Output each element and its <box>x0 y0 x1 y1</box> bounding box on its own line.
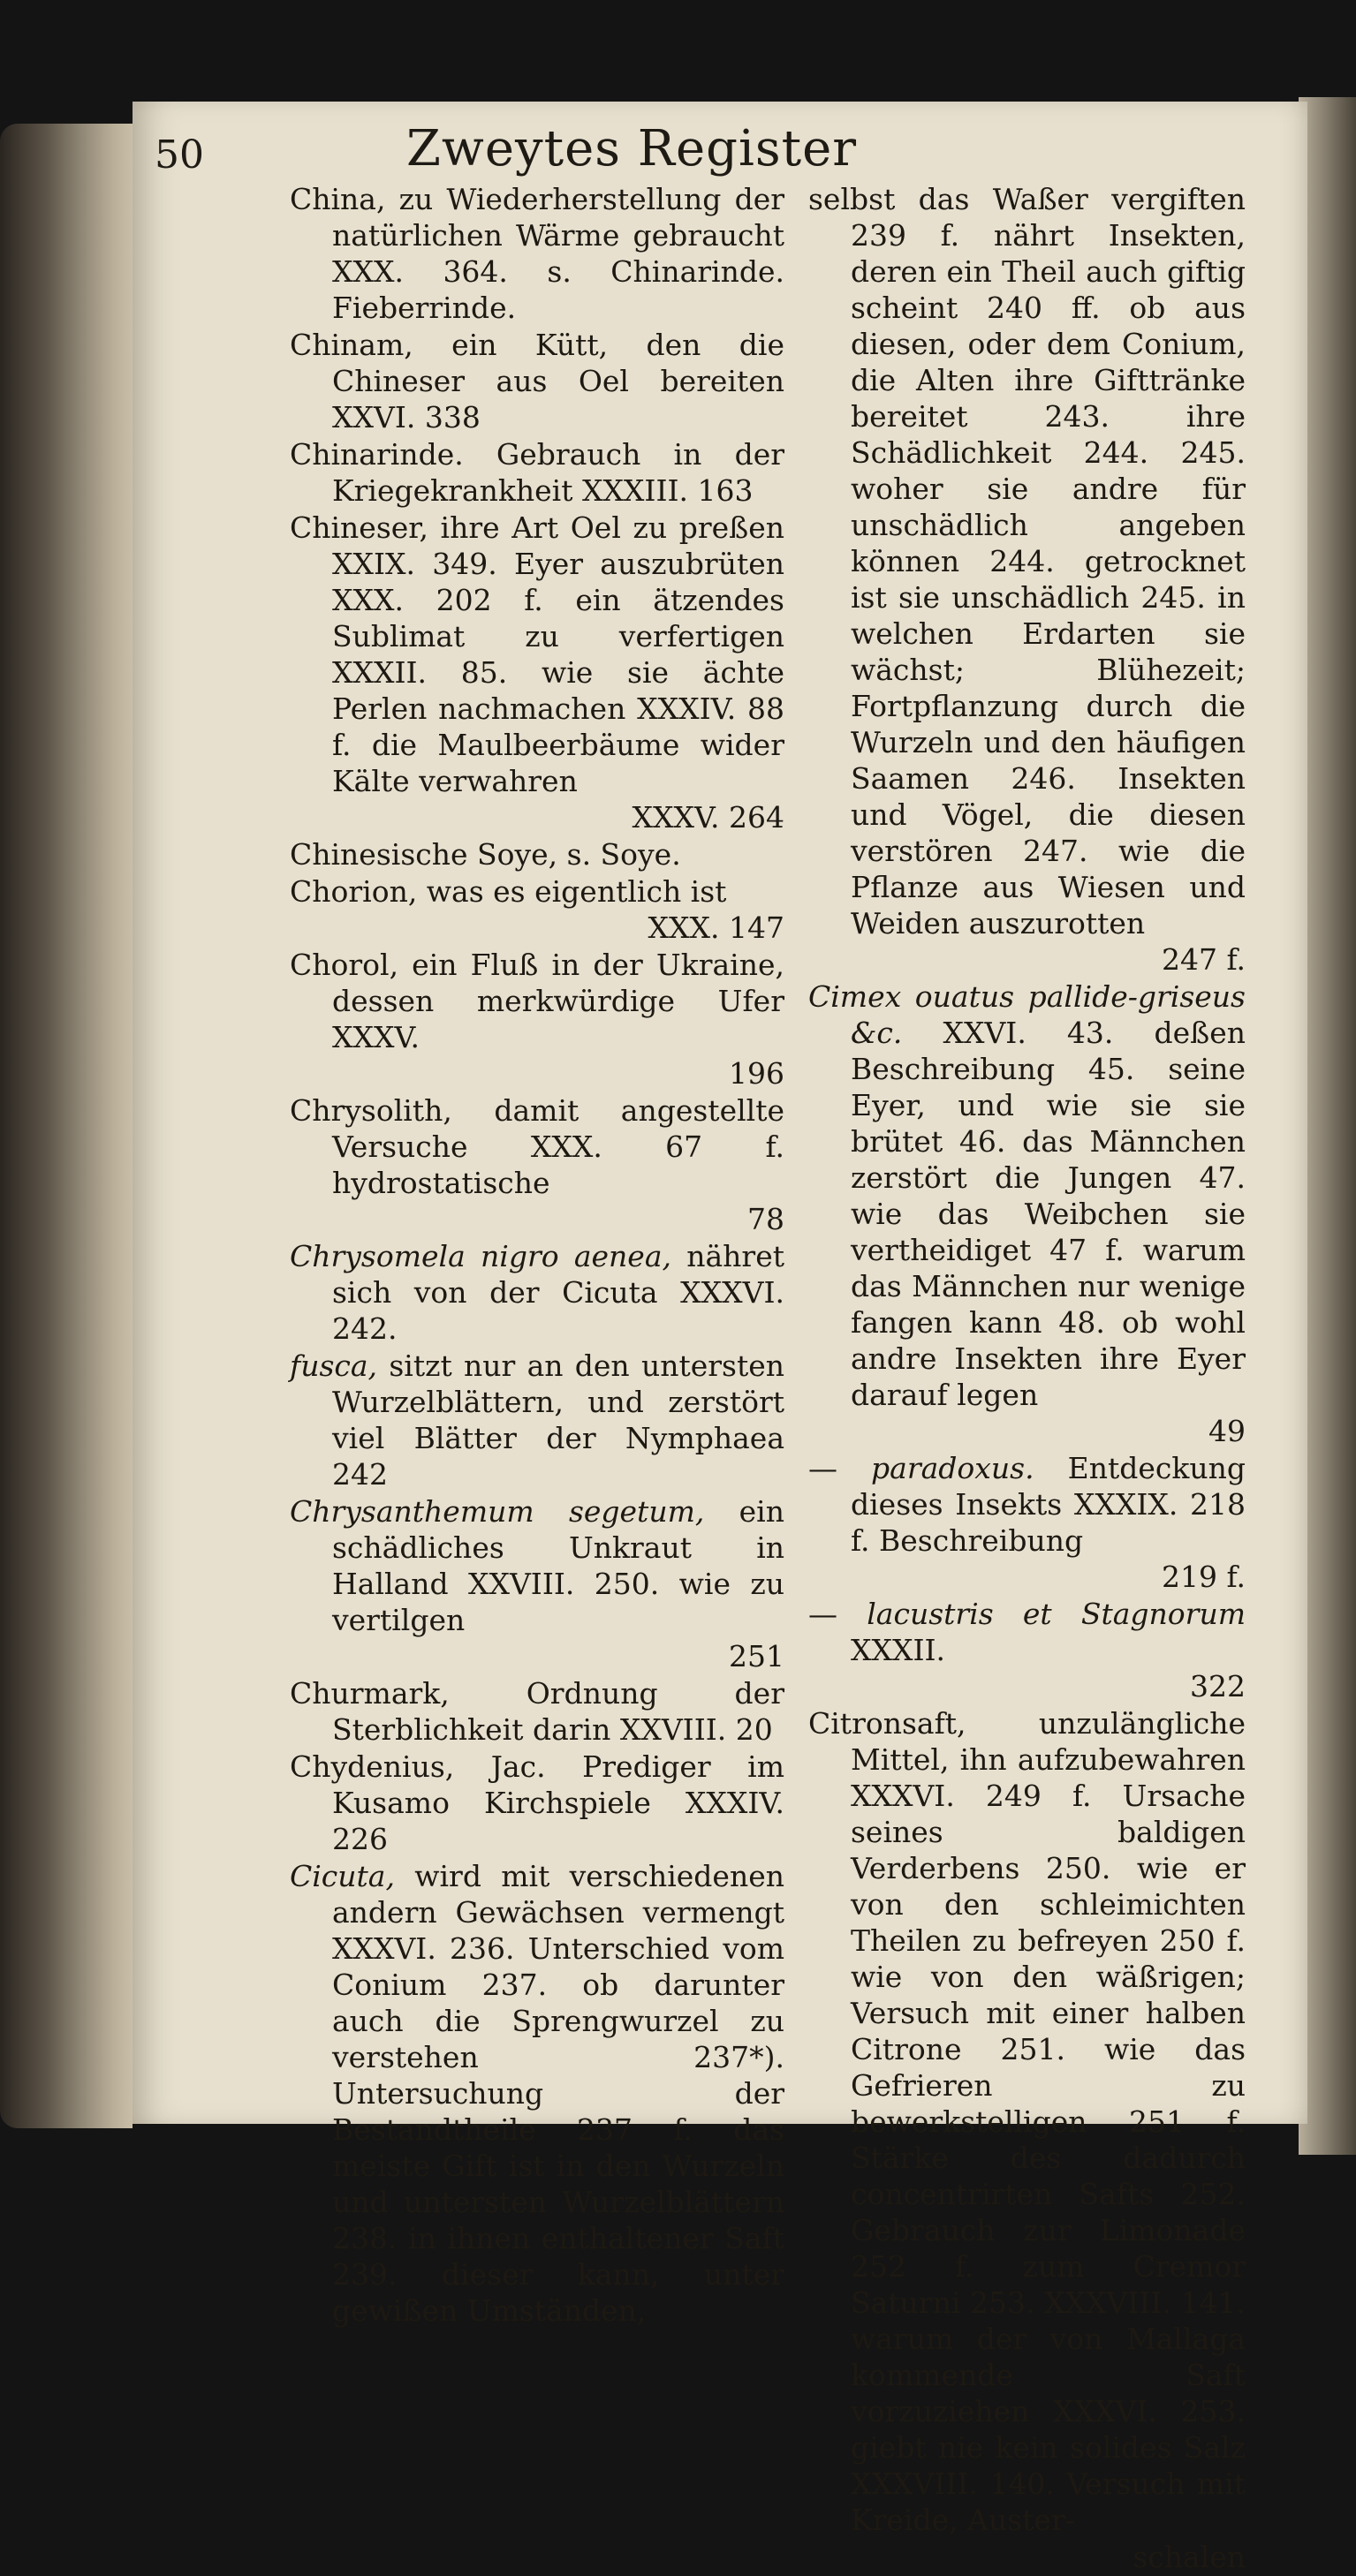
index-entry <box>290 1858 784 2329</box>
entry-text: Chorion, was es eigentlich ist <box>290 874 727 909</box>
entry-text: XXXII. <box>851 1633 946 1667</box>
entry-text: Churmark, Ordnung der Sterblichkeit darin XXVIII. 20 <box>290 1676 784 1747</box>
entry-latin-term: lacustris et Stagnorum <box>867 1597 1246 1631</box>
index-entry <box>290 1092 784 1237</box>
entry-reference: 322 <box>1190 1669 1246 1703</box>
entry-text: selbst das Waßer vergiften 239 f. nährt Insekten, deren ein Theil auch giftig scheint 240 ff. ob aus diesen, oder dem Conium, die Alten ihre Gifttränke bereitet 243. ihre Schädlichkeit 244. 245. woher sie andre für unschädlich angeben können 244. getrocknet ist sie unschädlich 245. in welchen Erdarten sie wächst; Blühezeit; Fortpflanzung durch die Wurzeln und den häufigen Saamen 246. Insekten und Vögel, die diesen verstören 247. wie die Pflanze aus Wiesen und Weiden auszurotten <box>808 182 1246 941</box>
entry-reference: XXX. 147 <box>648 910 784 945</box>
entry-text: wird mit verschiedenen andern Gewächsen vermengt XXXVI. 236. Unterschied vom Conium 237. ob darunter auch die Sprengwurzel zu verstehen 237*). Untersuchung der Bestandtheile 237 f. das meiste Gift ist in den Wurzeln und untersten Wurzelblättern 238. in ihnen enthaltener Saft 239. dieser kann, unter gewißen Umständen, <box>332 1859 784 2328</box>
entry-reference: 247 f. <box>1161 942 1246 977</box>
entry-latin-term: Chrysomela nigro aenea, <box>290 1239 671 1273</box>
index-entry <box>808 2539 1246 2575</box>
entry-text: XXVI. 43. deßen Beschreibung 45. seine Eyer, und wie sie sie brütet 46. das Männchen zerstört die Jungen 47. wie das Weibchen sie vertheidiget 47 f. warum das Männchen nur wenige fangen kann 48. ob wohl andre Insekten ihre Eyer darauf legen <box>851 1016 1246 1412</box>
index-entry <box>290 1493 784 1674</box>
index-entry <box>808 1450 1246 1595</box>
index-entry <box>808 181 1246 978</box>
index-entry <box>290 436 784 509</box>
entry-latin-term: paradoxus. <box>871 1451 1034 1485</box>
right-column <box>808 181 1246 2576</box>
index-entry <box>290 836 784 873</box>
index-entry <box>290 947 784 1092</box>
entry-text: Chinarinde. Gebrauch in der Kriegekrankheit XXXIII. 163 <box>290 437 784 508</box>
index-entry <box>290 1749 784 1857</box>
left-column <box>290 181 784 2330</box>
entry-reference: 219 f. <box>1161 1560 1246 1594</box>
entry-text: Citronsaft, unzulängliche Mittel, ihn aufzubewahren XXXVI. 249 f. Ursache seines baldigen Verderbens 250. wie er von den schleimichten Theilen zu befreyen 250 f. wie von den wäßrigen; Versuch mit einer halben Citrone 251. wie das Gefrieren zu bewerkstelligen 251 f. Stärke des dadurch concentrirten Safts 252. Gebrauch zur Limonade 252 f. zum Cremor Saturni 253. XXXVIII. 141. warum der von Mallaga kommende Saft vorzuziehen XXXVI. 253. giebt nie kein solides Salz XXXVIII. 140. Versuch mit Kreide, Auster- <box>808 1706 1246 2537</box>
entry-text: Chydenius, Jac. Prediger im Kusamo Kirchspiele XXXIV. 226 <box>290 1749 784 1856</box>
entry-text: Chorol, ein Fluß in der Ukraine, dessen merkwürdige Ufer XXXV. <box>290 948 784 1054</box>
entry-text: sitzt nur an den untersten Wurzelblättern, und zerstört viel Blätter der Nymphaea 242 <box>332 1348 784 1492</box>
entry-dash: — <box>808 1451 872 1485</box>
entry-text: Chinam, ein Kütt, den die Chineser aus Oel bereiten XXVI. 338 <box>290 328 784 434</box>
index-entry <box>290 327 784 435</box>
entry-text: nähret sich von der Cicuta XXXVI. 242. <box>332 1239 784 1346</box>
index-entry <box>290 181 784 326</box>
entry-dash: — <box>808 1597 867 1631</box>
entry-text: Chineser, ihre Art Oel zu preßen XXIX. 349. Eyer auszubrüten XXX. 202 f. ein ätzendes Sublimat zu verfertigen XXXII. 85. wie sie ächte Perlen nachmachen XXXIV. 88 f. die Maulbeerbäume wider Kälte verwahren <box>290 510 784 798</box>
page-number: 50 <box>155 132 204 178</box>
entry-latin-term: Cimex ouatus pallide-griseus &c. <box>808 979 1246 1050</box>
entry-latin-term: fusca, <box>290 1348 378 1383</box>
index-entry <box>808 978 1246 1449</box>
book-edge-left <box>0 124 133 2128</box>
entry-reference: 78 <box>747 1202 784 1236</box>
entry-text: schalen <box>1133 2540 1246 2574</box>
index-entry <box>290 1348 784 1492</box>
running-head: Zweytes Register <box>405 120 858 178</box>
entry-text: ein schädliches Unkraut in Halland XXVIII. 250. wie zu vertilgen <box>332 1494 784 1637</box>
entry-reference: 251 <box>729 1639 784 1673</box>
index-entry <box>290 1238 784 1347</box>
entry-reference: 49 <box>1208 1414 1246 1448</box>
index-entry <box>290 873 784 946</box>
index-entry <box>808 1596 1246 1704</box>
index-entry <box>290 1675 784 1748</box>
entry-reference: XXXV. 264 <box>632 800 784 835</box>
entry-text: Chinesische Soye, s. Soye. <box>290 837 681 872</box>
entry-text: China, zu Wiederherstellung der natürlichen Wärme gebraucht XXX. 364. s. Chinarinde. Fieberrinde. <box>290 182 784 325</box>
entry-text: Entdeckung dieses Insekts XXXIX. 218 f. Beschreibung <box>851 1451 1246 1558</box>
entry-latin-term: Cicuta, <box>290 1859 395 1893</box>
entry-text: Chrysolith, damit angestellte Versuche XXX. 67 f. hydrostatische <box>290 1093 784 1200</box>
index-entry <box>808 1705 1246 2538</box>
entry-reference: 196 <box>729 1056 784 1091</box>
index-entry <box>290 510 784 835</box>
entry-latin-term: Chrysanthemum segetum, <box>290 1494 705 1529</box>
